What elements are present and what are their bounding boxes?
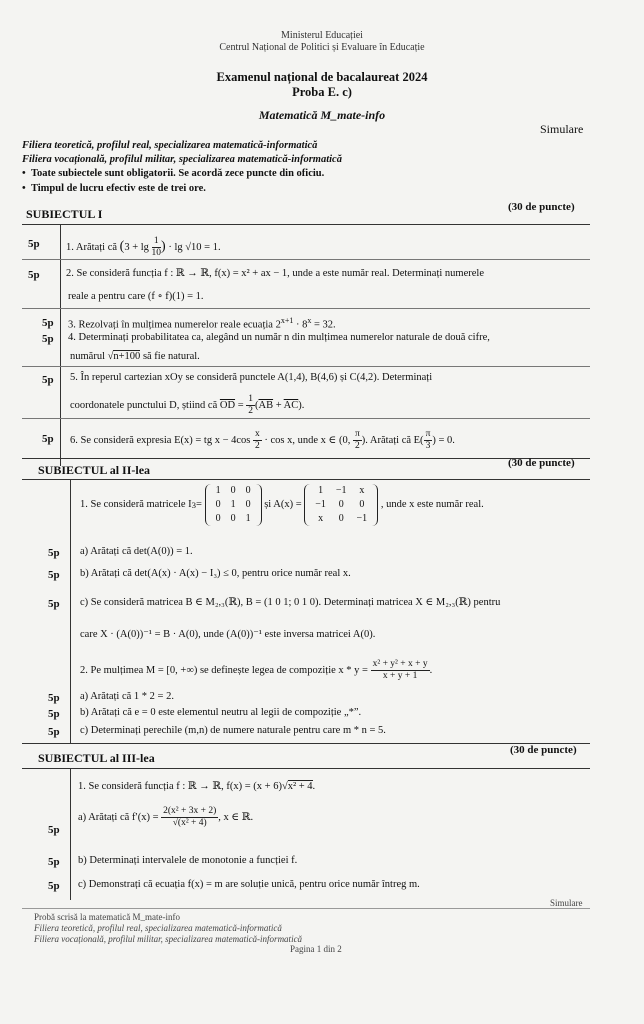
s1-q5-line2: coordonatele punctului D, știind că $\overline{OD}$ = $\frac{1}{2}$ $(\overline{AB} + \overline{AC})$. — [70, 394, 305, 416]
score-s2-1b: 5p — [48, 569, 60, 581]
exam-proba: Proba E. c) — [292, 85, 352, 99]
exam-subject: Matematică M_mate-info — [258, 108, 386, 122]
s3-q1c: c) Demonstrați că ecuația f(x) = m are soluție unică, pentru orice număr întreg m. — [78, 879, 420, 890]
exam-title: Examenul național de bacalaureat 2024 — [216, 70, 428, 84]
s1-q6: 6. Se consideră expresia E(x) = tg x − 4cos $\frac{x}{2}$ · cos x, unde x ∈ (0, $\frac{\pi}{2}$ ). Arătați că E( $\frac{\pi}{3}$ ) = 0. — [70, 429, 455, 451]
s2-q1: 1. Se consideră matricele I 3 = 1 0 0 0 1 0 0 0 1 și A(x) = 1 −1 x −1 0 0 x 0 −1 , unde x este număr real. — [80, 485, 484, 524]
s1-q5-line1: 5. În reperul cartezian xOy se consideră punctele A(1,4), B(4,6) și C(4,2). Determinați — [70, 372, 433, 383]
score-s1-q5: 5p — [42, 374, 54, 386]
score-s1-q3: 5p — [42, 317, 54, 329]
score-s1-q6: 5p — [42, 433, 54, 445]
score-s3-1c: 5p — [48, 880, 60, 892]
subject-3-points: (30 de puncte) — [510, 744, 577, 756]
score-s1-q2: 5p — [28, 269, 40, 281]
s2-q1b: b) Arătați că det(A(x) · A(x) − I₃) ≤ 0, pentru orice număr real x. — [80, 568, 351, 579]
s1-q1: 1. Arătați că (3 + lg $\frac{1}{10}$ ) · lg √10 = 1. — [66, 236, 221, 258]
score-s2-2b: 5p — [48, 708, 60, 720]
footer-line1: Probă scrisă la matematică M_mate-info — [34, 912, 180, 922]
subject-1-points: (30 de puncte) — [508, 201, 575, 213]
score-s3-1b: 5p — [48, 856, 60, 868]
bullet-2: • Timpul de lucru efectiv este de trei ore. — [22, 183, 206, 194]
s2-q2: 2. Pe mulțimea M = [0, +∞) se definește legea de compoziție x * y = $\frac{\text{x² + y² + x + y}}{x + y + 1}$ . — [80, 659, 433, 681]
subject-2-title: SUBIECTUL al II-lea — [38, 463, 151, 477]
footer-simulare: Simulare — [550, 898, 583, 908]
score-s1-q1: 5p — [28, 238, 40, 250]
s2-q2b: b) Arătați că e = 0 este elementul neutru al legii de compoziție „*”. — [80, 707, 362, 718]
s2-q1c-line2: care X · (A(0))⁻¹ = B · A(0), unde (A(0))⁻¹ este inversa matricei A(0). — [80, 629, 376, 640]
s2-q1c-line1: c) Se consideră matricea B ∈ M₂,₃(ℝ), B = (1 0 1; 0 1 0). Determinați matricea X ∈ M₂,₃(ℝ) pentru — [80, 597, 501, 608]
s2-q1a: a) Arătați că det(A(0)) = 1. — [80, 546, 193, 557]
score-s2-1a: 5p — [48, 547, 60, 559]
s3-q1b: b) Determinați intervalele de monotonie a funcției f. — [78, 855, 298, 866]
filiera-2: Filiera vocațională, profilul militar, specializarea matematică-informatică — [22, 154, 342, 165]
center-name: Centrul Național de Politici și Evaluare în Educație — [219, 42, 425, 53]
score-s2-2c: 5p — [48, 726, 60, 738]
s1-q4-line2: numărul √n+100 să fie natural. — [70, 351, 200, 362]
s3-q1: 1. Se consideră funcția f : ℝ → ℝ, f(x) = (x + 6)√x² + 4. — [78, 781, 316, 792]
simulare-label: Simulare — [540, 122, 584, 136]
s1-q4-line1: 4. Determinați probabilitatea ca, alegând un număr n din mulțimea numerelor naturale de două cifre, — [68, 332, 490, 343]
score-s2-2a: 5p — [48, 692, 60, 704]
s3-q1a: a) Arătați că f′(x) = $\frac{\text{2(x² + 3x + 2)}}{\text{√(x² + 4)}}$ , x ∈ ℝ. — [78, 806, 254, 828]
s2-q2a: a) Arătați că 1 * 2 = 2. — [80, 691, 174, 702]
score-s3-1a: 5p — [48, 824, 60, 836]
s1-q2-line2: reale a pentru care (f ∘ f)(1) = 1. — [68, 291, 204, 302]
footer-page: Pagina 1 din 2 — [290, 944, 342, 954]
bullet-1: • Toate subiectele sunt obligatorii. Se acordă zece puncte din oficiu. — [22, 168, 325, 179]
text-index — [0, 0, 1, 1]
s2-q2c: c) Determinați perechile (m,n) de numere naturale pentru care m * n = 5. — [80, 725, 386, 736]
s1-q3: 3. Rezolvați în mulțimea numerelor reale ecuația $2^{x+1} \cdot 8^x = 32$. — [68, 316, 336, 331]
score-s1-q4: 5p — [42, 333, 54, 345]
footer-line3: Filiera vocațională, profilul militar, specializarea matematică-informatică — [34, 934, 303, 944]
filiera-1: Filiera teoretică, profilul real, specializarea matematică-informatică — [22, 140, 318, 151]
subject-2-points: (30 de puncte) — [508, 457, 575, 469]
score-s2-1c: 5p — [48, 598, 60, 610]
s1-q2-line1: 2. Se consideră funcția f : ℝ → ℝ, f(x) = x² + ax − 1, unde a este număr real. Determinați numerele — [66, 268, 484, 279]
subject-1-title: SUBIECTUL I — [26, 207, 103, 221]
footer-line2: Filiera teoretică, profilul real, specializarea matematică-informatică — [34, 923, 282, 933]
ministry-name: Ministerul Educației — [281, 30, 363, 41]
subject-3-title: SUBIECTUL al III-lea — [38, 751, 155, 765]
